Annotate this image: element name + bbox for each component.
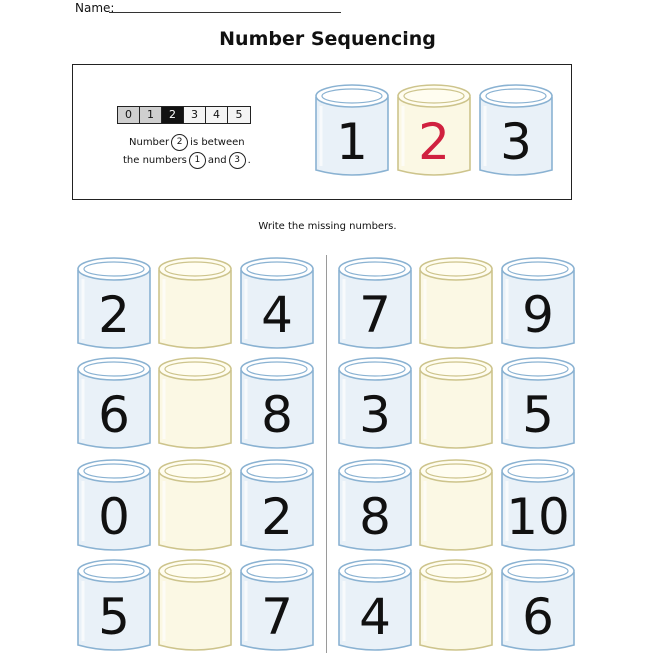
number-can bbox=[313, 82, 391, 178]
number-can bbox=[499, 457, 577, 553]
number-line-cell: 5 bbox=[228, 107, 250, 123]
instructions: Write the missing numbers. bbox=[258, 221, 397, 232]
number-can bbox=[75, 255, 153, 351]
circled-number: 2 bbox=[171, 134, 188, 151]
blank-can[interactable] bbox=[156, 255, 234, 351]
number-can bbox=[238, 457, 316, 553]
number-can bbox=[238, 255, 316, 351]
can-number: 2 bbox=[98, 286, 130, 344]
number-can bbox=[336, 355, 414, 451]
column-divider bbox=[326, 255, 327, 653]
can-number: 6 bbox=[522, 588, 554, 646]
blank-can[interactable] bbox=[417, 557, 495, 653]
example-sentence-line1 bbox=[129, 134, 245, 151]
circled-number: 1 bbox=[189, 152, 206, 169]
can-number: 8 bbox=[359, 488, 391, 546]
number-can bbox=[499, 557, 577, 653]
number-can bbox=[395, 82, 473, 178]
number-can bbox=[75, 355, 153, 451]
blank-can[interactable] bbox=[417, 457, 495, 553]
can-number: 5 bbox=[522, 386, 554, 444]
can-number: 10 bbox=[506, 488, 570, 546]
sentence-text: the numbers bbox=[123, 155, 187, 166]
number-line-cell: 3 bbox=[184, 107, 206, 123]
can-number: 3 bbox=[500, 113, 532, 171]
sentence-text: is between bbox=[190, 137, 245, 148]
number-can bbox=[238, 355, 316, 451]
can-number: 5 bbox=[98, 588, 130, 646]
sentence-text: . bbox=[247, 155, 251, 166]
number-can bbox=[75, 557, 153, 653]
page-title: Number Sequencing bbox=[219, 28, 436, 50]
can-number: 7 bbox=[359, 286, 391, 344]
can-number: 4 bbox=[359, 588, 391, 646]
can-number: 3 bbox=[359, 386, 391, 444]
can-number: 4 bbox=[261, 286, 293, 344]
can-number: 2 bbox=[418, 113, 450, 171]
number-can bbox=[75, 457, 153, 553]
sentence-text: and bbox=[207, 155, 227, 166]
blank-can[interactable] bbox=[156, 557, 234, 653]
number-line bbox=[117, 106, 251, 124]
number-can bbox=[499, 355, 577, 451]
number-can bbox=[238, 557, 316, 653]
blank-can[interactable] bbox=[417, 255, 495, 351]
number-can bbox=[336, 255, 414, 351]
name-label: Name: bbox=[75, 1, 115, 15]
can-number: 7 bbox=[261, 588, 293, 646]
number-can bbox=[336, 457, 414, 553]
blank-can[interactable] bbox=[156, 457, 234, 553]
can-number: 8 bbox=[261, 386, 293, 444]
number-can bbox=[336, 557, 414, 653]
can-number: 1 bbox=[336, 113, 368, 171]
number-line-cell-current: 2 bbox=[162, 107, 184, 123]
can-number: 6 bbox=[98, 386, 130, 444]
example-sentence-line2 bbox=[123, 152, 251, 169]
name-line[interactable] bbox=[109, 12, 341, 13]
number-can bbox=[477, 82, 555, 178]
number-line-cell: 1 bbox=[140, 107, 162, 123]
example-box bbox=[72, 64, 572, 200]
blank-can[interactable] bbox=[156, 355, 234, 451]
can-number: 9 bbox=[522, 286, 554, 344]
number-line-cell: 4 bbox=[206, 107, 228, 123]
sentence-text: Number bbox=[129, 137, 170, 148]
circled-number: 3 bbox=[229, 152, 246, 169]
number-can bbox=[499, 255, 577, 351]
can-number: 0 bbox=[98, 488, 130, 546]
can-number: 2 bbox=[261, 488, 293, 546]
blank-can[interactable] bbox=[417, 355, 495, 451]
number-line-cell: 0 bbox=[118, 107, 140, 123]
